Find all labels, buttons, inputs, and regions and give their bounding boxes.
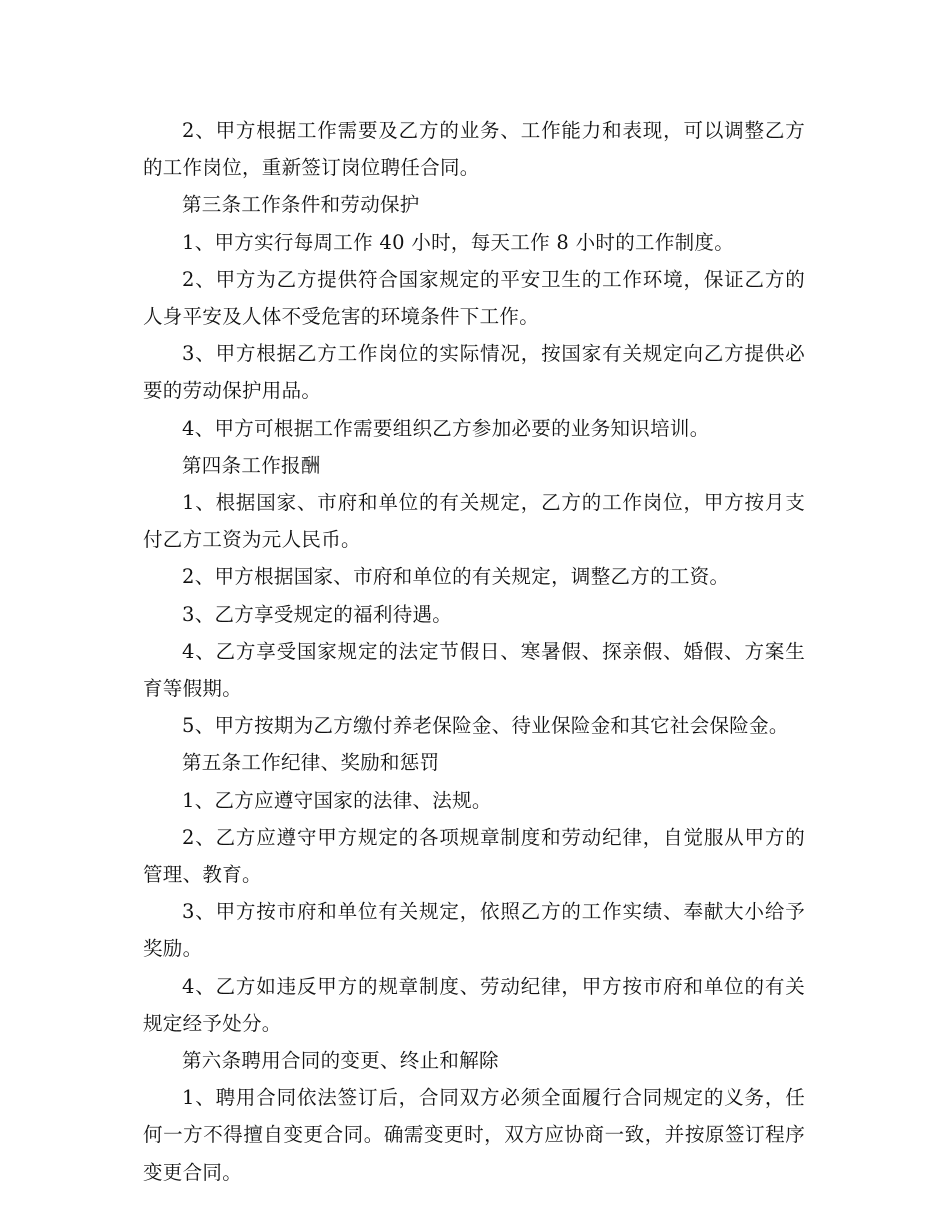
- paragraph: 1、根据国家、市府和单位的有关规定，乙方的工作岗位，甲方按月支付乙方工资为元人民币。: [143, 491, 805, 552]
- paragraph: 5、甲方按期为乙方缴付养老保险金、待业保险金和其它社会保险金。: [182, 714, 789, 738]
- section-heading: 第四条工作报酬: [182, 453, 321, 477]
- paragraph: 2、甲方根据工作需要及乙方的业务、工作能力和表现，可以调整乙方的工作岗位，重新签订岗位聘任合同。: [143, 119, 805, 180]
- section-heading: 第六条聘用合同的变更、终止和解除: [182, 1049, 499, 1073]
- paragraph: 2、乙方应遵守甲方规定的各项规章制度和劳动纪律，自觉服从甲方的管理、教育。: [143, 825, 805, 887]
- paragraph: 3、乙方享受规定的福利待遇。: [182, 602, 453, 626]
- paragraph: 1、甲方实行每周工作 40 小时，每天工作 8 小时的工作制度。: [182, 230, 735, 254]
- paragraph: 1、聘用合同依法签订后，合同双方必须全面履行合同规定的义务，任何一方不得擅自变更合同。确需变更时，双方应协商一致，并按原签订程序变更合同。: [143, 1086, 805, 1184]
- paragraph: 2、甲方根据国家、市府和单位的有关规定，调整乙方的工资。: [182, 565, 730, 589]
- paragraph: 2、甲方为乙方提供符合国家规定的平安卫生的工作环境，保证乙方的人身平安及人体不受危害的环境条件下工作。: [143, 267, 805, 329]
- section-heading: 第五条工作纪律、奖励和惩罚: [182, 751, 440, 775]
- paragraph: 1、乙方应遵守国家的法律、法规。: [182, 788, 492, 812]
- section-heading: 第三条工作条件和劳动保护: [182, 193, 420, 217]
- paragraph: 4、甲方可根据工作需要组织乙方参加必要的业务知识培训。: [182, 416, 710, 440]
- paragraph: 4、乙方如违反甲方的规章制度、劳动纪律，甲方按市府和单位的有关规定经予处分。: [143, 974, 805, 1035]
- paragraph: 3、甲方按市府和单位有关规定，依照乙方的工作实绩、奉献大小给予奖励。: [143, 900, 805, 961]
- paragraph: 3、甲方根据乙方工作岗位的实际情况，按国家有关规定向乙方提供必要的劳动保护用品。: [143, 342, 805, 403]
- paragraph: 4、乙方享受国家规定的法定节假日、寒暑假、探亲假、婚假、方案生育等假期。: [143, 639, 805, 701]
